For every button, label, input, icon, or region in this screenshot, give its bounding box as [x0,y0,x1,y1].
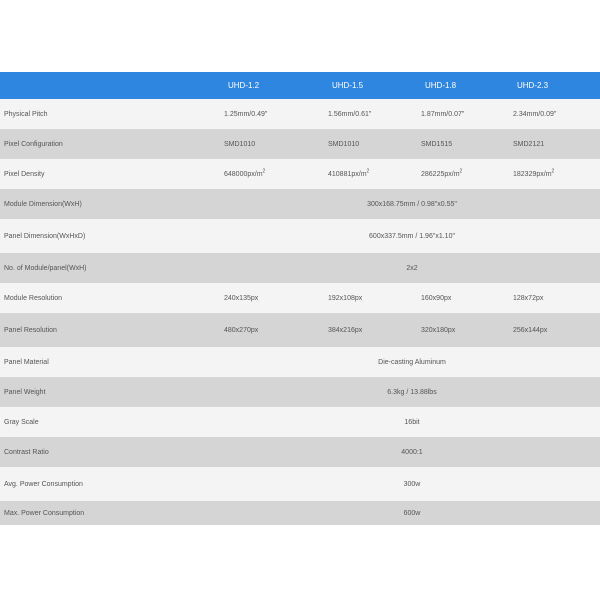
row-label: Panel Dimension(WxHxD) [4,232,86,240]
row-label: Contrast Ratio [4,448,49,456]
merged-value-cell: 300x168.75mm / 0.98"x0.55" [367,200,457,208]
value-cell [224,99,328,129]
merged-value-cell: 300w [403,480,421,488]
merged-value-cell: 600x337.5mm / 1.96"x1.10" [369,232,455,240]
header-cell-uhd-1-2: UHD-1.2 [228,81,260,90]
header-cell-blank [0,72,224,99]
table-row [0,283,600,313]
value-cell [421,159,513,189]
value-text: 1.25mm/0.49" [224,110,268,118]
unit-superscript: 2 [366,168,370,175]
table-row [0,159,600,189]
value-cell [513,283,600,313]
value-text: 2.34mm/0.09" [513,110,557,118]
table-row [0,501,600,525]
merged-value-cell: 4000:1 [401,448,423,456]
value-cell [421,99,513,129]
table-body [0,99,600,525]
value-text: SMD2121 [513,140,545,148]
value-cell [328,99,421,129]
table-row [0,347,600,377]
header-cell-uhd-2-3: UHD-2.3 [517,81,549,90]
table-row [0,467,600,501]
merged-value-cell: Die-casting Aluminum [378,358,446,366]
merged-value-cell: 16bit [404,418,420,426]
value-text: 286225px/m [421,170,460,178]
header-row [0,72,600,99]
table-row [0,407,600,437]
row-label: Avg. Power Consumption [4,480,83,488]
value-cell [513,129,600,159]
spec-table [0,72,600,525]
value-text: 1.56mm/0.61" [328,110,372,118]
value-cell [513,313,600,347]
merged-value-cell: 600w [403,509,421,517]
unit-superscript: 2 [551,168,555,175]
row-label: Module Dimension(WxH) [4,200,82,208]
merged-value-cell: 6.3kg / 13.88lbs [387,388,437,396]
header-cell-uhd-1-5: UHD-1.5 [332,81,364,90]
row-label: Panel Weight [4,388,46,396]
header-cell-uhd-1-8: UHD-1.8 [425,81,457,90]
value-cell [224,283,328,313]
row-label: Pixel Density [4,170,45,178]
page-bottom-whitespace [0,525,600,600]
table-row [0,99,600,129]
table-row [0,313,600,347]
row-label: Max. Power Consumption [4,509,85,517]
merged-value-cell: 2x2 [406,264,418,272]
value-text: 480x270px [224,326,259,334]
value-cell [328,159,421,189]
value-text: 384x216px [328,326,363,334]
value-text: 192x108px [328,294,363,302]
value-text: 320x180px [421,326,456,334]
value-text: 240x135px [224,294,259,302]
value-text: SMD1010 [224,140,256,148]
value-cell [513,99,600,129]
value-text: SMD1515 [421,140,453,148]
unit-superscript: 2 [459,168,463,175]
value-text: SMD1010 [328,140,360,148]
row-label: No. of Module/panel(WxH) [4,264,87,272]
row-label: Panel Material [4,358,49,366]
value-cell [224,129,328,159]
row-label: Module Resolution [4,294,62,302]
row-label: Physical Pitch [4,110,48,118]
value-cell [513,159,600,189]
value-text: 128x72px [513,294,544,302]
value-cell [328,129,421,159]
value-text: 1.87mm/0.07" [421,110,465,118]
value-text: 160x90px [421,294,452,302]
row-label: Gray Scale [4,418,39,426]
value-text: 256x144px [513,326,548,334]
table-row [0,253,600,283]
value-cell [328,283,421,313]
row-label: Pixel Configuration [4,140,63,148]
value-text: 410881px/m [328,170,367,178]
value-cell [328,313,421,347]
table-row [0,189,600,219]
value-cell [421,129,513,159]
table-row [0,377,600,407]
value-cell [224,313,328,347]
table-row [0,219,600,253]
row-label: Panel Resolution [4,326,57,334]
value-cell [224,159,328,189]
unit-superscript: 2 [262,168,266,175]
table-row [0,437,600,467]
value-text: 648000px/m [224,170,263,178]
value-text: 182329px/m [513,170,552,178]
value-cell [421,283,513,313]
table-row [0,129,600,159]
value-cell [421,313,513,347]
